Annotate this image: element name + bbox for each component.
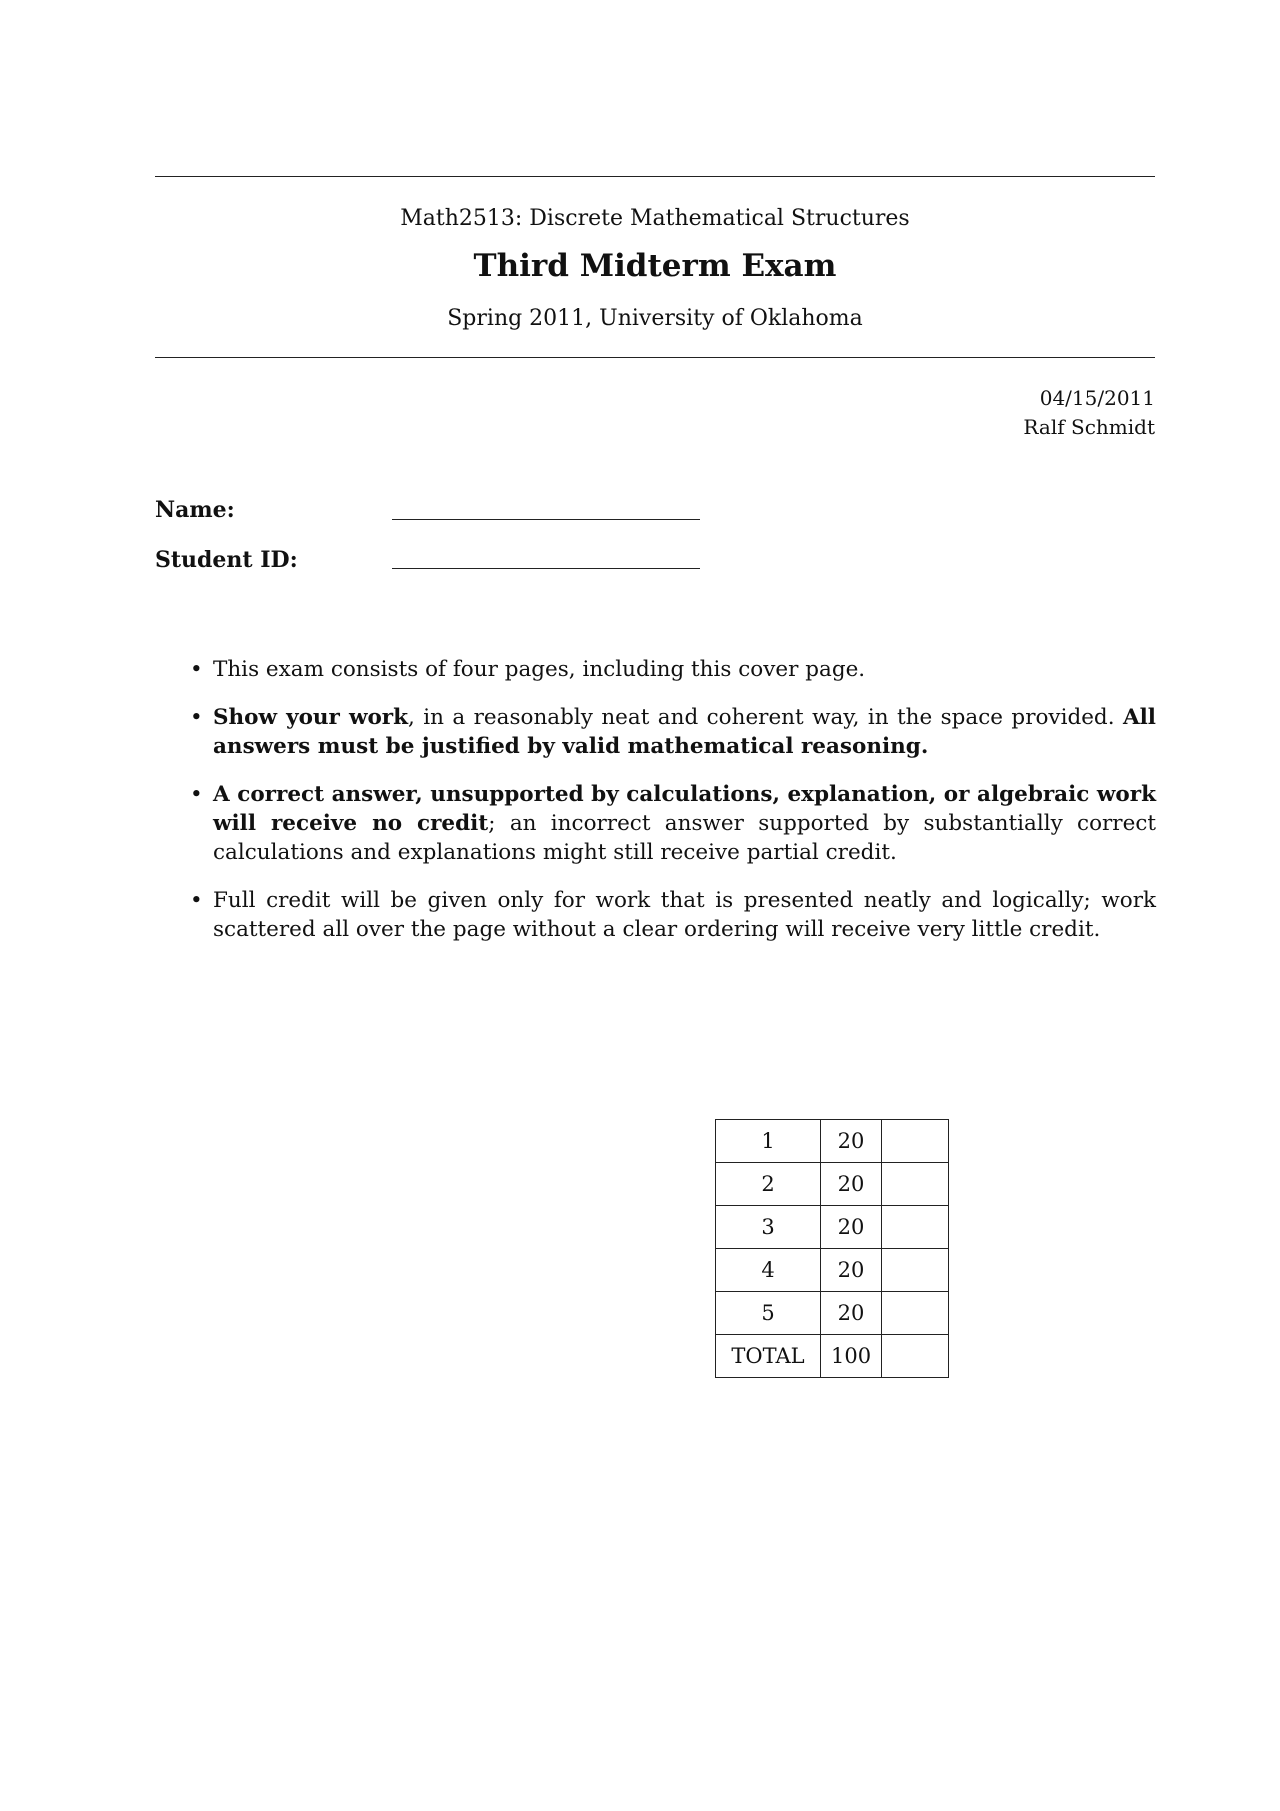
header-bottom-rule	[155, 357, 1155, 358]
problem-points: 20	[821, 1206, 882, 1249]
header-top-rule	[155, 176, 1155, 177]
instruction-item: • Full credit will be given only for work that is presented neatly and logically; work scattered all over the page without a clear ordering will receive very little credit.	[190, 888, 1156, 942]
problem-number: 3	[716, 1206, 821, 1249]
problem-score-cell[interactable]	[882, 1292, 949, 1335]
total-points: 100	[821, 1335, 882, 1378]
problem-number: 1	[716, 1120, 821, 1163]
score-table	[715, 1119, 949, 1378]
problem-score-cell[interactable]	[882, 1206, 949, 1249]
problem-points: 20	[821, 1249, 882, 1292]
total-score-cell[interactable]	[882, 1335, 949, 1378]
bullet-icon: •	[190, 782, 203, 807]
table-row	[716, 1249, 949, 1292]
table-row	[716, 1163, 949, 1206]
instruction-item: • A correct answer, unsupported by calculations, explanation, or algebraic work will receive no credit; an incorrect answer supported by substantially correct calculations and explanations might still receive partial credit.	[190, 782, 1156, 865]
problem-number: 2	[716, 1163, 821, 1206]
table-row	[716, 1120, 949, 1163]
table-row-total	[716, 1335, 949, 1378]
name-label: Name:	[155, 497, 235, 523]
instructor-name: Ralf Schmidt	[1023, 415, 1155, 439]
problem-score-cell[interactable]	[882, 1120, 949, 1163]
table-row	[716, 1206, 949, 1249]
problem-points: 20	[821, 1292, 882, 1335]
exam-meta	[1023, 384, 1155, 442]
student-id-field[interactable]	[392, 568, 700, 569]
instruction-item: • Show your work, in a reasonably neat and coherent way, in the space provided. All answers must be justified by valid mathematical reasoning.	[190, 705, 1156, 759]
problem-number: 5	[716, 1292, 821, 1335]
problem-points: 20	[821, 1163, 882, 1206]
total-label: TOTAL	[716, 1335, 821, 1378]
table-row	[716, 1292, 949, 1335]
problem-score-cell[interactable]	[882, 1163, 949, 1206]
bullet-icon: •	[190, 657, 203, 682]
problem-score-cell[interactable]	[882, 1249, 949, 1292]
instructions-list	[190, 655, 1156, 963]
exam-term: Spring 2011, University of Oklahoma	[447, 306, 863, 331]
name-field[interactable]	[392, 519, 700, 520]
exam-title: Third Midterm Exam	[473, 248, 837, 284]
student-id-label: Student ID:	[155, 547, 298, 573]
bullet-icon: •	[190, 705, 203, 730]
bullet-icon: •	[190, 888, 203, 913]
problem-points: 20	[821, 1120, 882, 1163]
problem-number: 4	[716, 1249, 821, 1292]
instruction-item: • This exam consists of four pages, including this cover page.	[190, 657, 866, 682]
course-name: Math2513: Discrete Mathematical Structures	[400, 206, 910, 231]
exam-date: 04/15/2011	[1039, 386, 1155, 410]
